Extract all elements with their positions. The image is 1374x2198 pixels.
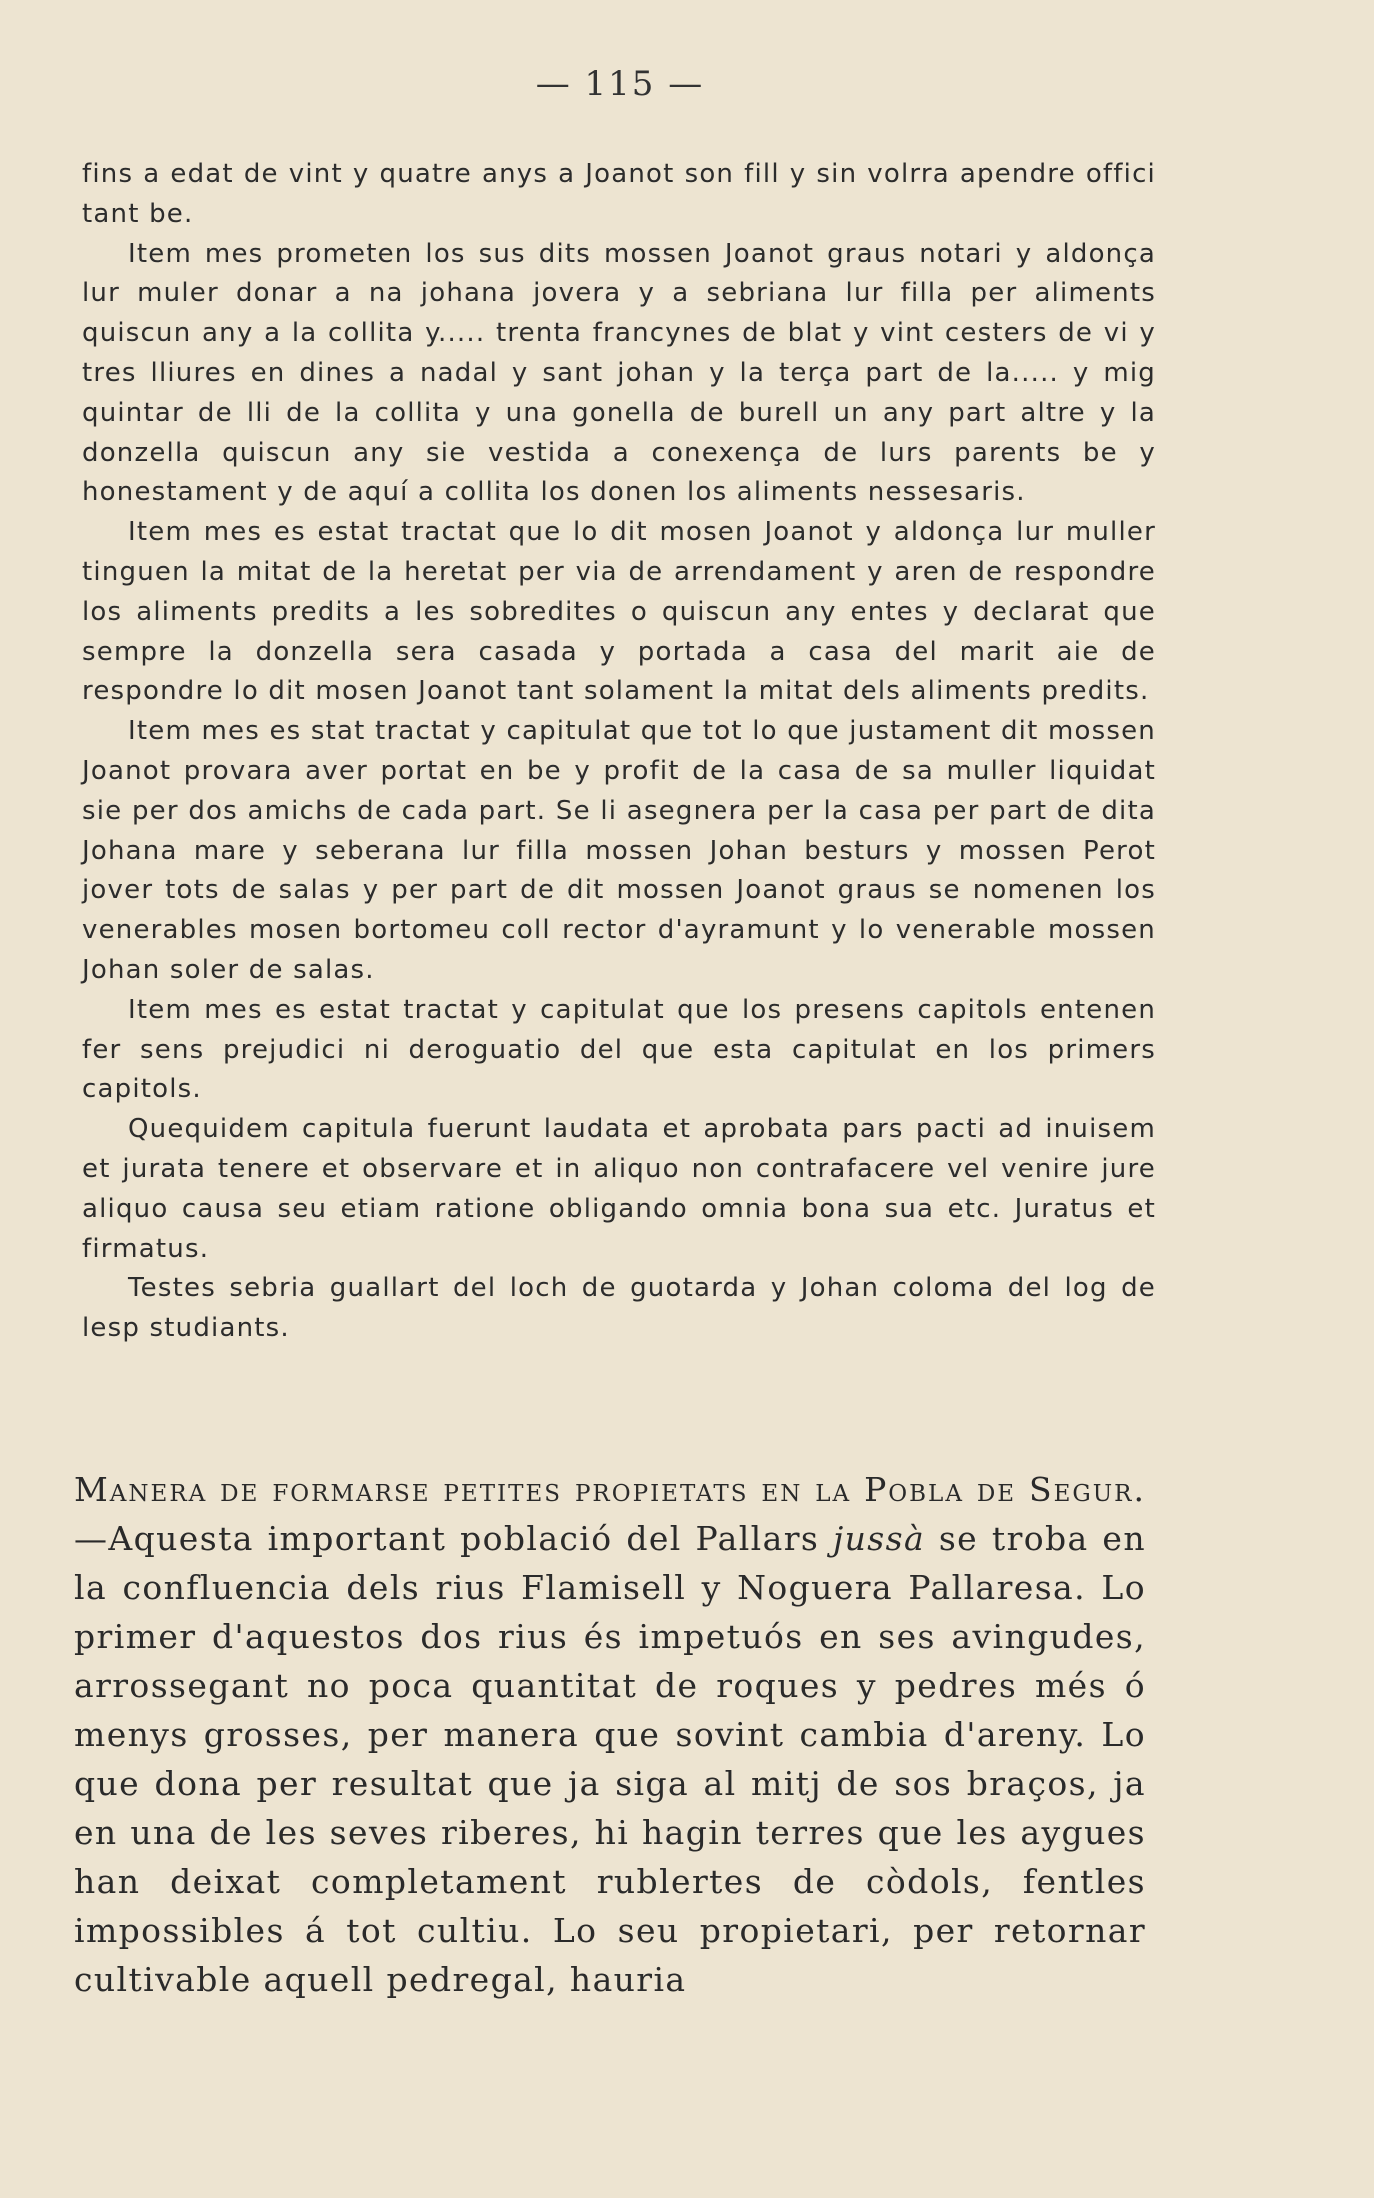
- section-body: se troba en la confluencia dels rius Flamisell y Noguera Pallaresa. Lo primer d'aquestos dos rius és impetuós en ses avingudes, arrossegant no poca quantitat de roques y pedres més ó menys grosses, per manera que sovint cambia d'areny. Lo que dona per resultat que ja siga al mitj de sos braços, ja en una de les seves riberes, hi hagin terres que les aygues han deixat completament rublertes de còdols, fentles impossibles á tot cultiu. Lo seu propietari, per retornar cultivable aquell pedregal, hauria: [74, 1519, 1146, 1999]
- paragraph: Item mes es estat tractat que lo dit mosen Joanot y aldonça lur muller tinguen la mitat de la heretat per via de arrendament y aren de respondre los aliments predits a les sobredites o quiscun any entes y declarat que sempre la donzella sera casada y portada a casa del marit aie de respondre lo dit mosen Joanot tant solament la mitat dels aliments predits.: [82, 517, 1156, 707]
- paragraph: Testes sebria guallart del loch de guotarda y Johan coloma del log de lesp studiants.: [82, 1273, 1156, 1344]
- paragraph: Item mes es estat tractat y capitulat que los presens capitols entenen fer sens prejudici ni deroguatio del que esta capitulat en los primers capitols.: [82, 994, 1156, 1105]
- paragraph: Item mes prometen los sus dits mossen Joanot graus notari y aldonça lur muler donar a na johana jovera y a sebriana lur filla per aliments quiscun any a la collita y..... trenta francynes de blat y vint cesters de vi y tres lliures en dines a nadal y sant johan y la terça part de la..... y mig quintar de lli de la collita y una gonella de burell un any part altre y la donzella quiscun any sie vestida a conexença de lurs parents be y honestament y de aquí a collita los donen los aliments nessesaris.: [82, 238, 1156, 508]
- paragraph: fins a edat de vint y quatre anys a Joanot son fill y sin volrra apendre offici tant be.: [82, 159, 1156, 229]
- italic-word: jussà: [833, 1519, 926, 1558]
- paragraph: Quequidem capitula fuerunt laudata et aprobata pars pacti ad inuisem et jurata tenere et observare et in aliquo non contrafacere vel venire jure aliquo causa seu etiam ratione obligando omnia bona sua etc. Juratus et firmatus.: [82, 1114, 1156, 1264]
- document-text: [82, 155, 1156, 1349]
- page-number: — 115 —: [535, 64, 705, 104]
- paragraph: Item mes es stat tractat y capitulat que tot lo que justament dit mossen Joanot provara aver portat en be y profit de la casa de sa muller liquidat sie per dos amichs de cada part. Se li asegnera per la casa per part de dita Johana mare y seberana lur filla mossen Johan besturs y mossen Perot jover tots de salas y per part de dit mossen Joanot graus se nomenen los venerables mosen bortomeu coll rector d'ayramunt y lo venerable mossen Johan soler de salas.: [82, 716, 1156, 985]
- section-paragraph: [74, 1465, 1146, 2004]
- section-heading: Manera de formarse petites propietats en la Pobla de Segur.: [74, 1470, 1146, 1509]
- section-text: [74, 1465, 1146, 2004]
- section-lead: —Aquesta important població del Pallars: [74, 1519, 834, 1558]
